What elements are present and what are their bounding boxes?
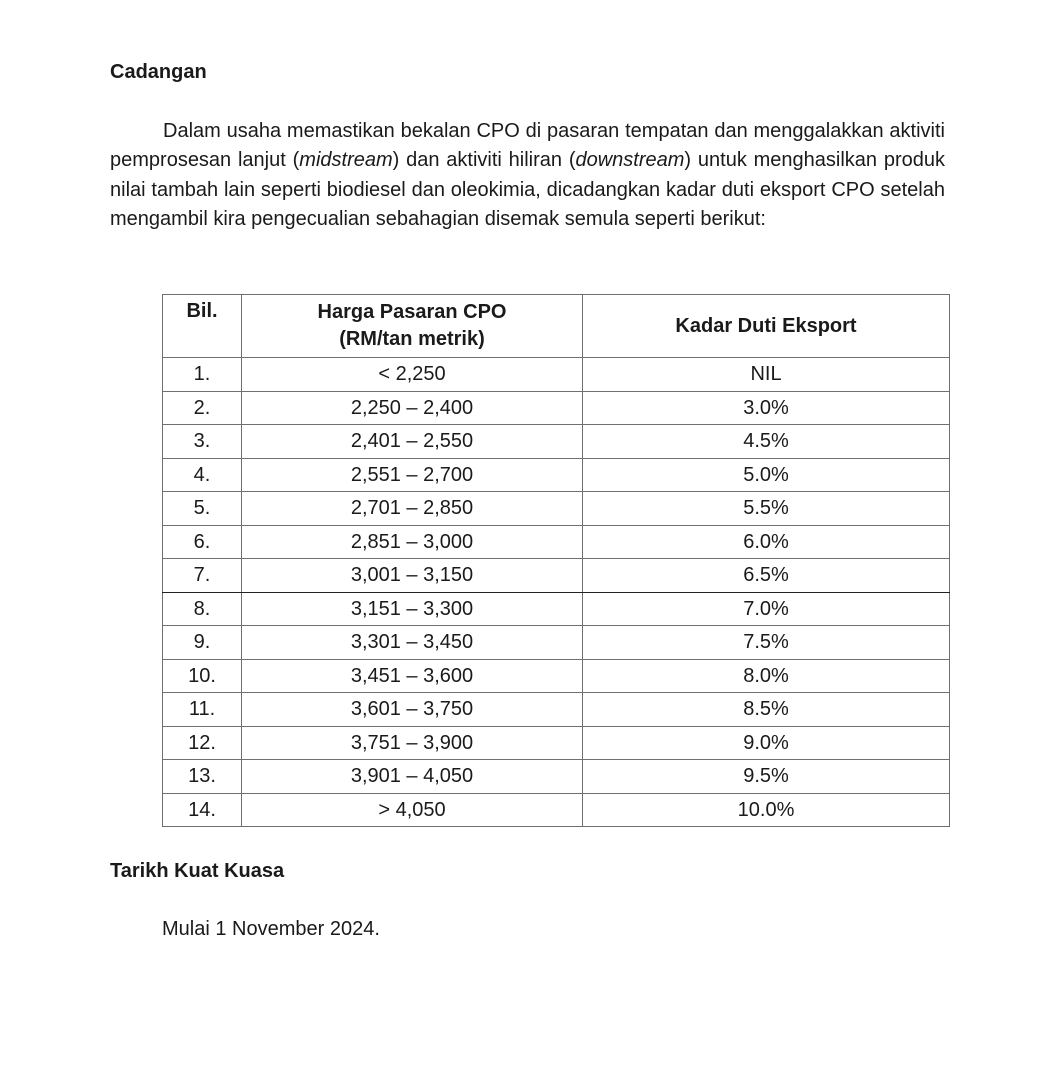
table-row	[163, 391, 950, 425]
export-duty-table	[162, 294, 950, 827]
cell-bil: 2.	[163, 391, 242, 425]
cell-kadar: 8.0%	[583, 659, 950, 693]
effective-date-text: Mulai 1 November 2024.	[162, 918, 380, 940]
cell-harga: 3,151 – 3,300	[242, 592, 583, 626]
table-row	[163, 425, 950, 459]
cell-harga: 2,250 – 2,400	[242, 391, 583, 425]
header-harga	[242, 295, 583, 358]
table-row	[163, 760, 950, 794]
table-row	[163, 793, 950, 827]
cell-harga: > 4,050	[242, 793, 583, 827]
table-header-row	[163, 295, 950, 358]
cell-bil: 9.	[163, 626, 242, 660]
cell-harga: 2,851 – 3,000	[242, 525, 583, 559]
table-row	[163, 626, 950, 660]
paragraph-italic-downstream: downstream	[575, 149, 685, 172]
cell-bil: 14.	[163, 793, 242, 827]
cell-kadar: 9.5%	[583, 760, 950, 794]
cell-bil: 5.	[163, 492, 242, 526]
section-title-effective-date: Tarikh Kuat Kuasa	[110, 860, 285, 882]
cell-harga: 3,301 – 3,450	[242, 626, 583, 660]
cell-harga: 3,901 – 4,050	[242, 760, 583, 794]
cell-harga: 2,551 – 2,700	[242, 458, 583, 492]
table-row	[163, 726, 950, 760]
paragraph-text: Dalam usaha memastikan bekalan CPO di pasaran tempatan dan menggalakkan aktiviti pemprosesan lanjut (	[110, 120, 945, 172]
table-row	[163, 659, 950, 693]
cell-kadar: 7.5%	[583, 626, 950, 660]
cell-harga: 2,401 – 2,550	[242, 425, 583, 459]
table-row	[163, 592, 950, 626]
cell-kadar: 5.5%	[583, 492, 950, 526]
header-harga-line2: (RM/tan metrik)	[339, 328, 485, 350]
cell-bil: 6.	[163, 525, 242, 559]
cell-harga: 3,751 – 3,900	[242, 726, 583, 760]
cell-bil: 4.	[163, 458, 242, 492]
header-kadar: Kadar Duti Eksport	[583, 295, 950, 358]
table-row	[163, 559, 950, 593]
cell-bil: 10.	[163, 659, 242, 693]
proposal-paragraph	[110, 117, 945, 235]
table-row	[163, 525, 950, 559]
cell-bil: 11.	[163, 693, 242, 727]
cell-kadar: 9.0%	[583, 726, 950, 760]
cell-harga: 3,601 – 3,750	[242, 693, 583, 727]
cell-harga: < 2,250	[242, 358, 583, 392]
header-harga-line1: Harga Pasaran CPO	[317, 301, 507, 323]
table-row	[163, 693, 950, 727]
cell-kadar: 8.5%	[583, 693, 950, 727]
table-row	[163, 458, 950, 492]
cell-kadar: 6.0%	[583, 525, 950, 559]
section-title-cadangan: Cadangan	[110, 61, 207, 83]
cell-kadar: 5.0%	[583, 458, 950, 492]
table-row	[163, 492, 950, 526]
cell-kadar: 6.5%	[583, 559, 950, 593]
cell-bil: 8.	[163, 592, 242, 626]
cell-kadar: 3.0%	[583, 391, 950, 425]
cell-bil: 1.	[163, 358, 242, 392]
cell-bil: 12.	[163, 726, 242, 760]
cell-kadar: NIL	[583, 358, 950, 392]
cell-kadar: 4.5%	[583, 425, 950, 459]
table-row	[163, 358, 950, 392]
cell-harga: 3,001 – 3,150	[242, 559, 583, 593]
cell-harga: 2,701 – 2,850	[242, 492, 583, 526]
header-bil: Bil.	[163, 295, 242, 358]
cell-kadar: 10.0%	[583, 793, 950, 827]
cell-kadar: 7.0%	[583, 592, 950, 626]
cell-bil: 3.	[163, 425, 242, 459]
paragraph-italic-midstream: midstream	[299, 149, 393, 172]
paragraph-text: ) dan aktiviti hiliran (	[392, 149, 576, 172]
cell-bil: 13.	[163, 760, 242, 794]
cell-harga: 3,451 – 3,600	[242, 659, 583, 693]
paragraph-text: ) untuk menghasilkan produk nilai tambah lain seperti biodiesel dan oleokimia, dicadangkan kadar duti eksport CPO setelah mengambil kira pengecualian sebahagian disemak semula seperti berikut:	[110, 149, 945, 231]
cell-bil: 7.	[163, 559, 242, 593]
